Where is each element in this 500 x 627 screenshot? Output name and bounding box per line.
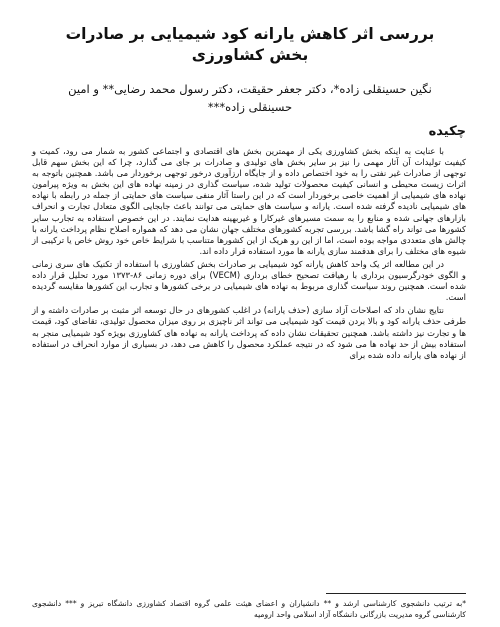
abstract-paragraph: نتایج نشان داد که اصلاحات آزاد سازی (حذف یارانه) در اغلب کشورهای در حال توسعه اثر مثبت بر صادرات داشته و از طرفی حذف یارانه کود و بالا بردن قیمت کود شیمیایی می تواند اثر ناچیزی بر روی میزان محصول تولیدی، تقاضای کود، قیمت ها و تجارت نیز داشته باشد. همچنین تحقیقات نشان داده که پرداخت یارانه به نهاده های کشاورزی بویژه کود شیمیایی منجر به استفاده بیش از حد نهاده ها می شود که در نتیجه عملکرد محصول را کاهش می دهد، در بسیاری از موارد انحراف در استفاده از نهاده های یارانه داده شده برای	[32, 305, 466, 360]
abstract-paragraph: در این مطالعه اثر یک واحد کاهش یارانه کود شیمیایی بر صادرات بخش کشاورزی با استفاده از تکنیک های سری زمانی و الگوی خودرگرسیون برداری با رهیافت تصحیح خطای برداری (VECM) برای دوره زمانی ۸۶-۱۳۷۳ مورد تحلیل قرار داده شده است. همچنین روند سیاست گذاری مربوط به نهاده های شیمیایی در برخی کشورها و تجارب این کشورها مقایسه گردیده است.	[32, 258, 466, 303]
abstract-heading: چکیده	[428, 124, 466, 139]
footnote: *به ترتیب دانشجوی کارشناسی ارشد و ** دانشیاران و اعضای هیئت علمی گروه اقتصاد کشاورزی دانشگاه تبریز و *** دانشجوی کارشناسی گروه مدیریت بازرگانی دانشگاه آزاد اسلامی واحد ارومیه	[32, 599, 466, 619]
author-list: نگین حسینقلی زاده*، دکتر جعفر حقیقت، دکتر رسول محمد رضایی** و امین حسینقلی زاده***	[68, 82, 432, 114]
paper-title: بررسی اثر کاهش یارانه کود شیمیایی بر صادرات بخش کشاورزی	[65, 25, 435, 64]
footnote-divider	[326, 593, 466, 594]
abstract-body	[32, 146, 466, 363]
abstract-paragraph: با عنایت به اینکه بخش کشاورزی یکی از مهمترین بخش های اقتصادی و اجتماعی کشور به شمار می رود، کمیت و کیفیت تولیدات آن آثار مهمی را نیز بر سایر بخش های تولیدی و صادرات بر جای می گذارد، چرا که این بخش سهم قابل توجهی از صادرات غیر نفتی را به خود اختصاص داده و از جایگاه ارزآوری درخور توجهی برخوردار می باشد. همچنین باتوجه به اثرات زیست محیطی و انسانی کیفیت محصولات تولید شده، سیاست گذاری در زمینه نهاده های این بخش به ویژه پیرامون نهاده های شیمیایی از اهمیت خاصی برخوردار است که در این راستا آثار منفی سیاست های حمایتی از جمله در رابطه با نهاده های شیمیایی نادیده گرفته شده است. یارانه و سیاست های حمایتی می توانند باعث جابجایی الگوی متعادل تجارت و انحراف بازارهای جهانی شده و منابع را به سمت مسیرهای غیرکارا و غیربهینه هدایت نمایند. در این خصوص استفاده به تجارب سایر کشورها می تواند راه گشا باشد. بررسی تجربه کشورهای مختلف جهان نشان می دهد که همواره اصلاح نظام پرداخت یارانه با چالش های متعددی مواجه بوده است، اما از این رو هریک از این کشورها متناسب با شرایط خاص خود روش خاص یا ترکیبی از شیوه های مختلف را برای هدفمند سازی یارانه ها مورد استفاده قرار داده اند.	[32, 146, 466, 256]
